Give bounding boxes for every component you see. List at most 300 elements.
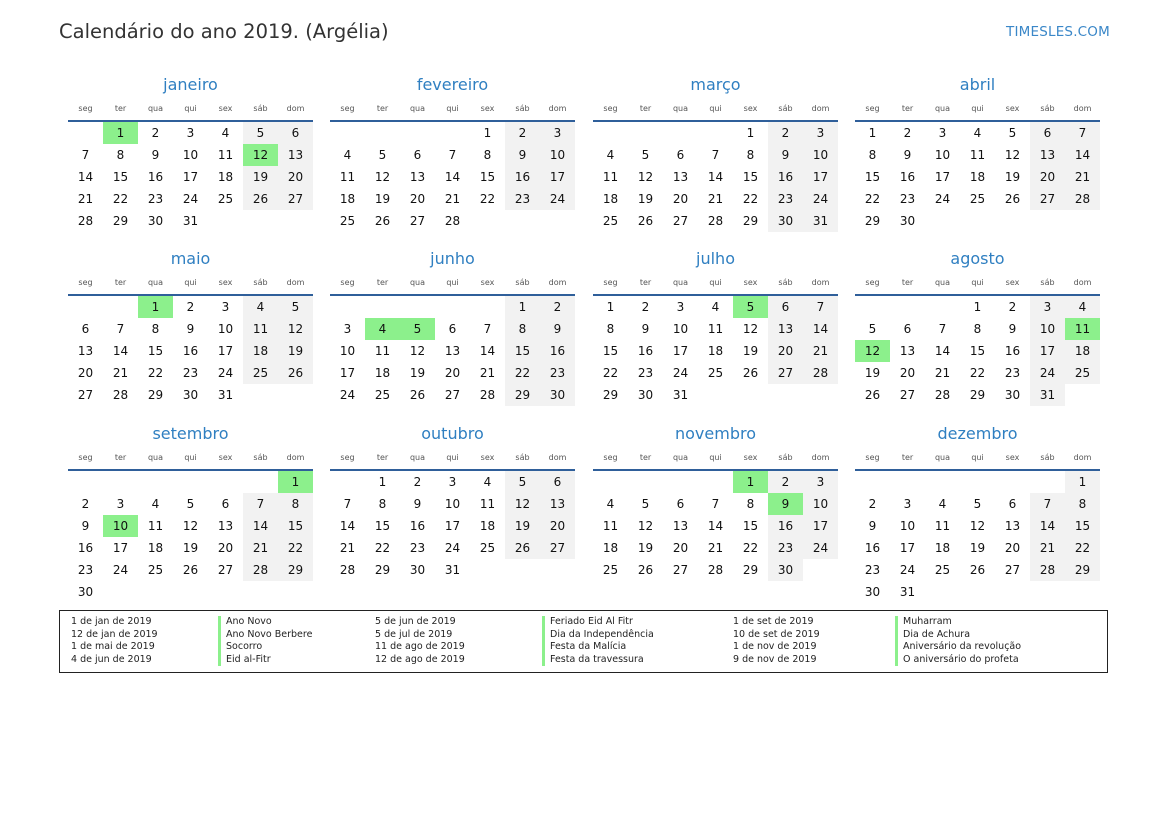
legend-date: 1 de jan de 2019 [71,616,152,627]
day-cell: 1 [746,126,755,140]
day-cell: 8 [973,322,982,336]
day-cell: 6 [1030,122,1065,144]
day-cell: 13 [217,519,234,533]
day-cell: 19 [742,344,759,358]
weekday-label: sáb [1040,104,1055,113]
day-cell: 27 [1030,188,1065,210]
weekday-header [593,448,838,467]
day-cell: 28 [1065,188,1100,210]
day-cell: 27 [672,563,689,577]
weekday-label: ter [901,278,914,287]
day-cell: 3 [1030,296,1065,318]
day-cell: 21 [77,192,94,206]
day-cell: 30 [768,559,803,581]
day-cell: 12 [374,170,391,184]
day-cell: 21 [707,192,724,206]
day-cell: 25 [969,192,986,206]
day-cell: 30 [147,214,164,228]
day-cell: 25 [374,388,391,402]
weekday-label: sex [218,278,233,287]
legend-date: 5 de jul de 2019 [375,628,453,640]
day-cell: 30 [899,214,916,228]
day-cell: 31 [803,210,838,232]
day-cell: 18 [479,519,496,533]
day-cell: 22 [602,366,619,380]
days-grid [68,471,313,603]
day-cell: 28 [444,214,461,228]
legend-holiday-name: Socorro [226,641,263,652]
day-cell: 28 [112,388,129,402]
empty-cell [435,122,470,144]
day-cell: 7 [938,322,947,336]
day-cell: 7 [81,148,90,162]
legend-holiday-name: Muharram [903,616,952,627]
empty-cell [138,471,173,493]
day-cell: 7 [1030,493,1065,515]
day-cell: 24 [1030,362,1065,384]
day-cell: 26 [1004,192,1021,206]
empty-cell [330,122,365,144]
day-cell: 9 [151,148,160,162]
weekday-label: qui [446,453,459,462]
weekday-label: qua [934,453,951,462]
weekday-label: seg [340,104,355,113]
days-grid [593,471,838,581]
month-name: outubro [421,424,484,443]
day-cell: 5 [641,497,650,511]
day-cell: 5 [378,148,387,162]
day-cell: 25 [217,192,234,206]
empty-cell [698,471,733,493]
weekday-label: qui [709,278,722,287]
day-cell: 8 [151,322,160,336]
day-cell: 17 [182,170,199,184]
days-grid [855,471,1100,603]
day-cell: 24 [339,388,356,402]
legend-dates [375,616,465,666]
weekday-label: sex [218,453,233,462]
day-cell: 21 [339,541,356,555]
day-cell: 15 [864,170,881,184]
day-cell: 4 [711,300,720,314]
legend-dates [733,616,820,666]
day-cell: 5 [641,148,650,162]
day-cell: 16 [637,344,654,358]
weekday-label: sex [1005,453,1020,462]
day-cell: 12 [505,493,540,515]
holiday-day: 1 [138,296,173,318]
day-cell: 8 [746,148,755,162]
weekday-label: seg [78,278,93,287]
day-cell: 16 [864,541,881,555]
empty-cell [400,122,435,144]
weekday-header [855,273,1100,292]
day-cell: 6 [1008,497,1017,511]
weekday-label: ter [114,453,127,462]
month-janeiro [68,71,313,232]
month-name: dezembro [937,424,1018,443]
day-cell: 30 [768,210,803,232]
day-cell: 24 [803,537,838,559]
month-name: junho [430,249,475,268]
day-cell: 15 [278,515,313,537]
day-cell: 25 [707,366,724,380]
weekday-label: sex [480,278,495,287]
day-cell: 17 [803,166,838,188]
weekday-label: dom [548,104,567,113]
day-cell: 21 [934,366,951,380]
day-cell: 30 [182,388,199,402]
weekday-label: dom [811,104,830,113]
weekday-label: qua [672,453,689,462]
day-cell: 3 [116,497,125,511]
day-cell: 9 [768,144,803,166]
weekday-label: ter [376,104,389,113]
day-cell: 9 [81,519,90,533]
weekday-label: sex [743,278,758,287]
weekday-label: sáb [1040,278,1055,287]
weekday-label: sáb [253,278,268,287]
day-cell: 21 [1065,166,1100,188]
day-cell: 22 [864,192,881,206]
day-cell: 24 [934,192,951,206]
legend-holiday-name: Feriado Eid Al Fitr [550,616,633,627]
day-cell: 3 [803,471,838,493]
day-cell: 10 [540,144,575,166]
day-cell: 23 [768,537,803,559]
day-cell: 7 [1065,122,1100,144]
day-cell: 21 [479,366,496,380]
day-cell: 17 [803,515,838,537]
day-cell: 25 [1065,362,1100,384]
holiday-day: 12 [855,340,890,362]
day-cell: 27 [444,388,461,402]
day-cell: 25 [602,563,619,577]
empty-cell [103,471,138,493]
day-cell: 21 [803,340,838,362]
day-cell: 1 [606,300,615,314]
day-cell: 24 [803,188,838,210]
legend-date: 1 de set de 2019 [733,616,814,627]
day-cell: 19 [505,515,540,537]
day-cell: 4 [483,475,492,489]
weekday-label: ter [901,453,914,462]
month-name: maio [170,249,211,268]
day-cell: 22 [147,366,164,380]
day-cell: 29 [505,384,540,406]
day-cell: 31 [1030,384,1065,406]
day-cell: 6 [81,322,90,336]
day-cell: 20 [1004,541,1021,555]
day-cell: 9 [1008,322,1017,336]
day-cell: 29 [147,388,164,402]
weekday-label: seg [340,278,355,287]
month-name: julho [696,249,735,268]
day-cell: 27 [672,214,689,228]
day-cell: 4 [243,296,278,318]
empty-cell [890,296,925,318]
month-abril [855,71,1100,232]
day-cell: 8 [116,148,125,162]
weekday-header [593,99,838,118]
empty-cell [890,471,925,493]
day-cell: 17 [672,344,689,358]
weekday-label: sáb [778,453,793,462]
legend-holiday-name: Festa da travessura [550,653,644,665]
weekday-label: qui [709,453,722,462]
day-cell: 16 [147,170,164,184]
weekday-label: seg [865,104,880,113]
day-cell: 10 [217,322,234,336]
weekday-label: ter [114,278,127,287]
legend-names [895,616,1021,666]
holiday-day: 1 [278,471,313,493]
day-cell: 17 [339,366,356,380]
empty-cell [330,296,365,318]
day-cell: 14 [77,170,94,184]
holiday-day: 9 [768,493,803,515]
day-cell: 4 [606,148,615,162]
day-cell: 26 [637,214,654,228]
day-cell: 25 [602,214,619,228]
month-junho [330,245,575,406]
month-name: novembro [675,424,756,443]
day-cell: 3 [676,300,685,314]
day-cell: 11 [479,497,496,511]
day-cell: 9 [641,322,650,336]
days-grid [68,122,313,232]
day-cell: 30 [77,585,94,599]
day-cell: 18 [969,170,986,184]
day-cell: 3 [938,126,947,140]
day-cell: 25 [243,362,278,384]
day-cell: 2 [1008,300,1017,314]
weekday-label: dom [286,453,305,462]
day-cell: 31 [672,388,689,402]
weekday-label: qua [147,278,164,287]
empty-cell [470,296,505,318]
empty-cell [208,471,243,493]
day-cell: 18 [707,344,724,358]
day-cell: 6 [676,497,685,511]
day-cell: 28 [1030,559,1065,581]
day-cell: 15 [505,340,540,362]
day-cell: 7 [803,296,838,318]
day-cell: 21 [243,537,278,559]
day-cell: 12 [409,344,426,358]
day-cell: 8 [1065,493,1100,515]
day-cell: 29 [864,214,881,228]
weekday-label: sáb [253,104,268,113]
day-cell: 8 [606,322,615,336]
day-cell: 15 [112,170,129,184]
day-cell: 8 [483,148,492,162]
holiday-day: 5 [400,318,435,340]
legend-holiday-name: Festa da Malícia [550,641,627,652]
holiday-day: 5 [733,296,768,318]
day-cell: 19 [1004,170,1021,184]
day-cell: 15 [602,344,619,358]
day-cell: 9 [186,322,195,336]
day-cell: 29 [112,214,129,228]
legend-holiday-name: Aniversário da revolução [903,641,1022,652]
day-cell: 18 [243,340,278,362]
day-cell: 3 [221,300,230,314]
empty-cell [330,471,365,493]
empty-cell [855,296,890,318]
day-cell: 24 [540,188,575,210]
day-cell: 13 [899,344,916,358]
weekday-label: dom [1073,278,1092,287]
day-cell: 5 [1008,126,1017,140]
empty-cell [173,471,208,493]
day-cell: 4 [1065,296,1100,318]
empty-cell [855,471,890,493]
weekday-label: qui [971,453,984,462]
weekday-label: sex [1005,104,1020,113]
weekday-label: dom [548,278,567,287]
day-cell: 10 [899,519,916,533]
day-cell: 13 [672,519,689,533]
weekday-label: sáb [1040,453,1055,462]
day-cell: 14 [803,318,838,340]
holiday-day: 11 [1065,318,1100,340]
weekday-label: ter [639,453,652,462]
day-cell: 8 [378,497,387,511]
weekday-label: dom [548,453,567,462]
day-cell: 29 [969,388,986,402]
weekday-label: sáb [515,104,530,113]
day-cell: 11 [934,519,951,533]
weekday-label: qua [409,104,426,113]
day-cell: 29 [742,214,759,228]
day-cell: 16 [1004,344,1021,358]
day-cell: 15 [147,344,164,358]
legend-dates [71,616,158,666]
holiday-day: 10 [103,515,138,537]
day-cell: 30 [540,384,575,406]
day-cell: 11 [602,170,619,184]
day-cell: 13 [540,493,575,515]
weekday-label: ter [376,278,389,287]
day-cell: 20 [672,541,689,555]
day-cell: 3 [903,497,912,511]
weekday-label: qua [409,453,426,462]
month-julho [593,245,838,406]
weekday-label: seg [78,453,93,462]
weekday-label: qua [934,278,951,287]
weekday-label: sáb [253,453,268,462]
weekday-label: qui [184,104,197,113]
day-cell: 27 [278,188,313,210]
day-cell: 13 [672,170,689,184]
day-cell: 12 [182,519,199,533]
day-cell: 31 [182,214,199,228]
day-cell: 27 [409,214,426,228]
day-cell: 10 [444,497,461,511]
holiday-legend [59,610,1108,673]
month-name: janeiro [163,75,218,94]
legend-date: 10 de set de 2019 [733,628,820,640]
empty-cell [68,471,103,493]
day-cell: 16 [540,340,575,362]
month-name: setembro [152,424,229,443]
day-cell: 19 [409,366,426,380]
empty-cell [365,122,400,144]
weekday-label: sex [743,453,758,462]
weekday-label: sáb [778,104,793,113]
legend-holiday-name: Dia de Achura [903,628,971,640]
day-cell: 6 [676,148,685,162]
day-cell: 2 [81,497,90,511]
day-cell: 6 [540,471,575,493]
day-cell: 23 [77,563,94,577]
day-cell: 23 [864,563,881,577]
day-cell: 27 [217,563,234,577]
weekday-label: qui [446,278,459,287]
day-cell: 16 [409,519,426,533]
holiday-day: 1 [733,471,768,493]
day-cell: 20 [1030,166,1065,188]
day-cell: 11 [147,519,164,533]
day-cell: 15 [374,519,391,533]
holiday-day: 4 [365,318,400,340]
weekday-label: dom [811,453,830,462]
day-cell: 2 [868,497,877,511]
weekday-label: qua [934,104,951,113]
day-cell: 4 [938,497,947,511]
days-grid [593,122,838,232]
day-cell: 6 [413,148,422,162]
day-cell: 29 [278,559,313,581]
legend-names [218,616,312,666]
day-cell: 23 [899,192,916,206]
day-cell: 26 [278,362,313,384]
days-grid [855,296,1100,406]
day-cell: 23 [637,366,654,380]
empty-cell [68,122,103,144]
empty-cell [365,296,400,318]
empty-cell [698,122,733,144]
weekday-label: sex [480,104,495,113]
day-cell: 11 [374,344,391,358]
day-cell: 18 [374,366,391,380]
weekday-label: sex [1005,278,1020,287]
day-cell: 29 [374,563,391,577]
day-cell: 30 [409,563,426,577]
day-cell: 16 [182,344,199,358]
day-cell: 2 [903,126,912,140]
days-grid [68,296,313,406]
day-cell: 16 [899,170,916,184]
day-cell: 25 [147,563,164,577]
day-cell: 13 [444,344,461,358]
day-cell: 26 [182,563,199,577]
day-cell: 24 [899,563,916,577]
legend-date: 1 de nov de 2019 [733,641,817,652]
day-cell: 18 [217,170,234,184]
weekday-label: ter [114,104,127,113]
day-cell: 23 [505,188,540,210]
legend-date: 12 de ago de 2019 [375,653,465,665]
day-cell: 12 [742,322,759,336]
day-cell: 31 [444,563,461,577]
day-cell: 20 [672,192,689,206]
site-link[interactable]: TIMESLES.COM [1006,24,1110,40]
day-cell: 11 [217,148,234,162]
empty-cell [103,296,138,318]
weekday-label: qui [709,104,722,113]
